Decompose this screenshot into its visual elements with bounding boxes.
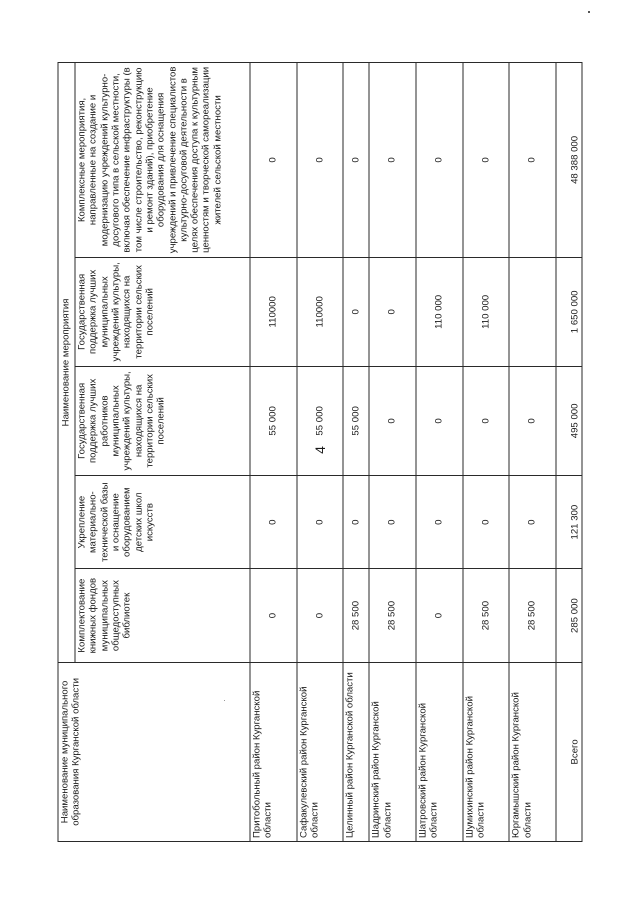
table-row	[343, 63, 369, 842]
table-cell: 0	[297, 569, 344, 662]
table-cell: 0	[250, 569, 297, 662]
table-cell: 110000	[297, 257, 344, 366]
table-cell: 110 000	[463, 257, 510, 366]
table-cell: 110000	[250, 257, 297, 366]
table-cell: 28 500	[509, 569, 556, 662]
table-cell: 0	[297, 63, 344, 258]
table-cell: 0	[369, 257, 416, 366]
table-cell: 0	[250, 63, 297, 258]
table-cell: 0	[416, 63, 463, 258]
table-cell: 110 000	[416, 257, 463, 366]
table-row	[463, 63, 510, 842]
table-cell: 0	[369, 475, 416, 568]
total-cell: 48 388 000	[556, 63, 582, 258]
column-header: Укрепление материально-технической базы и оснащение оборудованием детских школ искусств	[75, 475, 250, 568]
table-row	[369, 63, 416, 842]
table-cell: 0	[416, 475, 463, 568]
table-cell: 0	[463, 63, 510, 258]
column-header: Комплектование книжных фондов муниципальных общедоступных библиотек	[75, 569, 250, 662]
table-cell: 0	[509, 366, 556, 475]
rotated-table-wrapper	[58, 62, 583, 842]
page-number: 4	[311, 446, 328, 454]
municipality-name: Юргамышский район Курганской области	[509, 662, 556, 841]
column-header: Государственная поддержка лучших работников муниципальных учреждений культуры, находящихся на территории сельских поселений	[75, 366, 250, 475]
table-cell: 0	[509, 475, 556, 568]
municipality-name: Целинный район Курганской области	[343, 662, 369, 841]
table-row	[509, 63, 556, 842]
table-row	[297, 63, 344, 842]
municipality-column-header: Наименование муниципального образования Курганской области	[58, 662, 250, 841]
total-row	[556, 63, 582, 842]
table-cell: 0	[463, 475, 510, 568]
total-cell: 1 650 000	[556, 257, 582, 366]
municipality-name: Шадринский район Курганской области	[369, 662, 416, 841]
table-cell: 0	[250, 475, 297, 568]
measure-group-header: Наименование мероприятия	[58, 63, 75, 663]
table-cell: 28 500	[369, 569, 416, 662]
column-header: Комплексные мероприятия, направленные на создание и модернизацию учреждений культурно-досугового типа в сельской местности, включая обеспечение инфраструктуры (в том числе строительство, реконструкцию и ремонт зданий), приобретение оборудования для оснащения учреждений и привлечение специалистов культурно-досуговой деятельности в целях обеспечения доступа к культурным ценностям и творческой самореализации жителей сельской местности	[75, 63, 250, 258]
funding-table	[58, 62, 583, 842]
table-cell: 0	[369, 366, 416, 475]
table-row	[250, 63, 297, 842]
table-cell: 55 000	[297, 366, 344, 475]
table-cell: 0	[343, 257, 369, 366]
table-cell	[509, 257, 556, 366]
total-cell: 121 300	[556, 475, 582, 568]
table-cell: 0	[297, 475, 344, 568]
table-cell: 0	[509, 63, 556, 258]
table-cell: 0	[343, 475, 369, 568]
table-cell: 55 000	[250, 366, 297, 475]
total-label: Всего	[556, 662, 582, 841]
total-cell: 285 000	[556, 569, 582, 662]
municipality-name: Сафакулевский район Курганской области	[297, 662, 344, 841]
total-cell: 495 000	[556, 366, 582, 475]
table-cell: 28 500	[463, 569, 510, 662]
table-cell: 28 500	[343, 569, 369, 662]
scan-dot	[588, 11, 590, 13]
municipality-name: Шатровский район Курганской области	[416, 662, 463, 841]
table-cell: 0	[416, 569, 463, 662]
column-header: Государственная поддержка лучших муниципальных учреждений культуры, находящихся на территории сельских поселений	[75, 257, 250, 366]
table-cell: 0	[416, 366, 463, 475]
table-row	[416, 63, 463, 842]
table-cell: 0	[343, 63, 369, 258]
municipality-name: Шумихинский район Курганской области	[463, 662, 510, 841]
table-cell: 55 000	[343, 366, 369, 475]
table-cell: 0	[369, 63, 416, 258]
municipality-name: Притобольный район Курганской области	[250, 662, 297, 841]
table-cell: 0	[463, 366, 510, 475]
